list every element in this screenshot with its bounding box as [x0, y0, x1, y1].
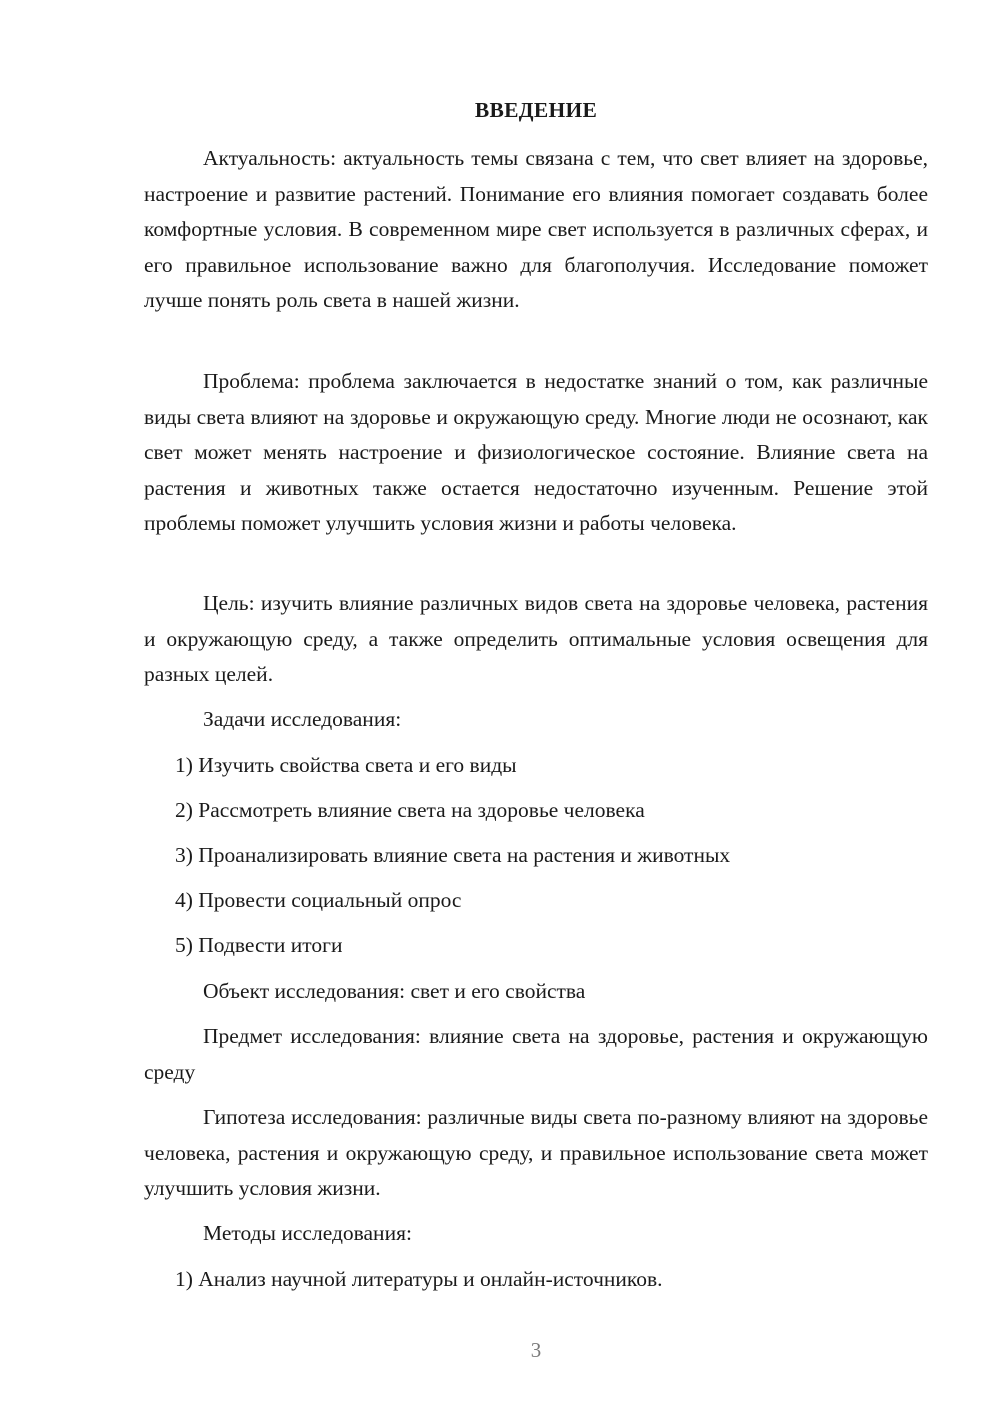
task-item: 1) Изучить свойства света и его виды [175, 753, 517, 777]
task-item: 2) Рассмотреть влияние света на здоровье человека [175, 798, 645, 822]
methods-heading: Методы исследования: [203, 1221, 412, 1245]
task-item: 3) Проанализировать влияние света на растения и животных [175, 843, 731, 867]
task-item: 5) Подвести итоги [175, 933, 343, 957]
relevance-paragraph: Актуальность: актуальность темы связана с тем, что свет влияет на здоровье, настроение и развитие растений. Понимание его влияния помогает создавать более комфортные условия. В современном мире свет используется в различных сферах, и его правильное использование важно для благополучия. Исследование поможет лучше понять роль света в нашей жизни. [144, 146, 928, 312]
method-item: 1) Анализ научной литературы и онлайн-источников. [175, 1267, 663, 1291]
section-heading: ВВЕДЕНИЕ [474, 98, 598, 122]
subject-paragraph: Предмет исследования: влияние света на здоровье, растения и окружающую среду [144, 1024, 928, 1084]
hypothesis-paragraph: Гипотеза исследования: различные виды света по-разному влияют на здоровье человека, растения и окружающую среду, и правильное использование света может улучшить условия жизни. [144, 1105, 928, 1200]
task-item: 4) Провести социальный опрос [175, 888, 462, 912]
document-page [144, 0, 928, 1414]
object-line: Объект исследования: свет и его свойства [203, 979, 586, 1003]
tasks-heading: Задачи исследования: [203, 707, 402, 731]
goal-paragraph: Цель: изучить влияние различных видов света на здоровье человека, растения и окружающую среду, а также определить оптимальные условия освещения для разных целей. [144, 591, 928, 686]
problem-paragraph: Проблема: проблема заключается в недостатке знаний о том, как различные виды света влияют на здоровье и окружающую среду. Многие люди не осознают, как свет может менять настроение и физиологическое состояние. Влияние света на растения и животных также остается недостаточно изученным. Решение этой проблемы поможет улучшить условия жизни и работы человека. [144, 369, 928, 535]
page-number: 3 [530, 1338, 542, 1362]
